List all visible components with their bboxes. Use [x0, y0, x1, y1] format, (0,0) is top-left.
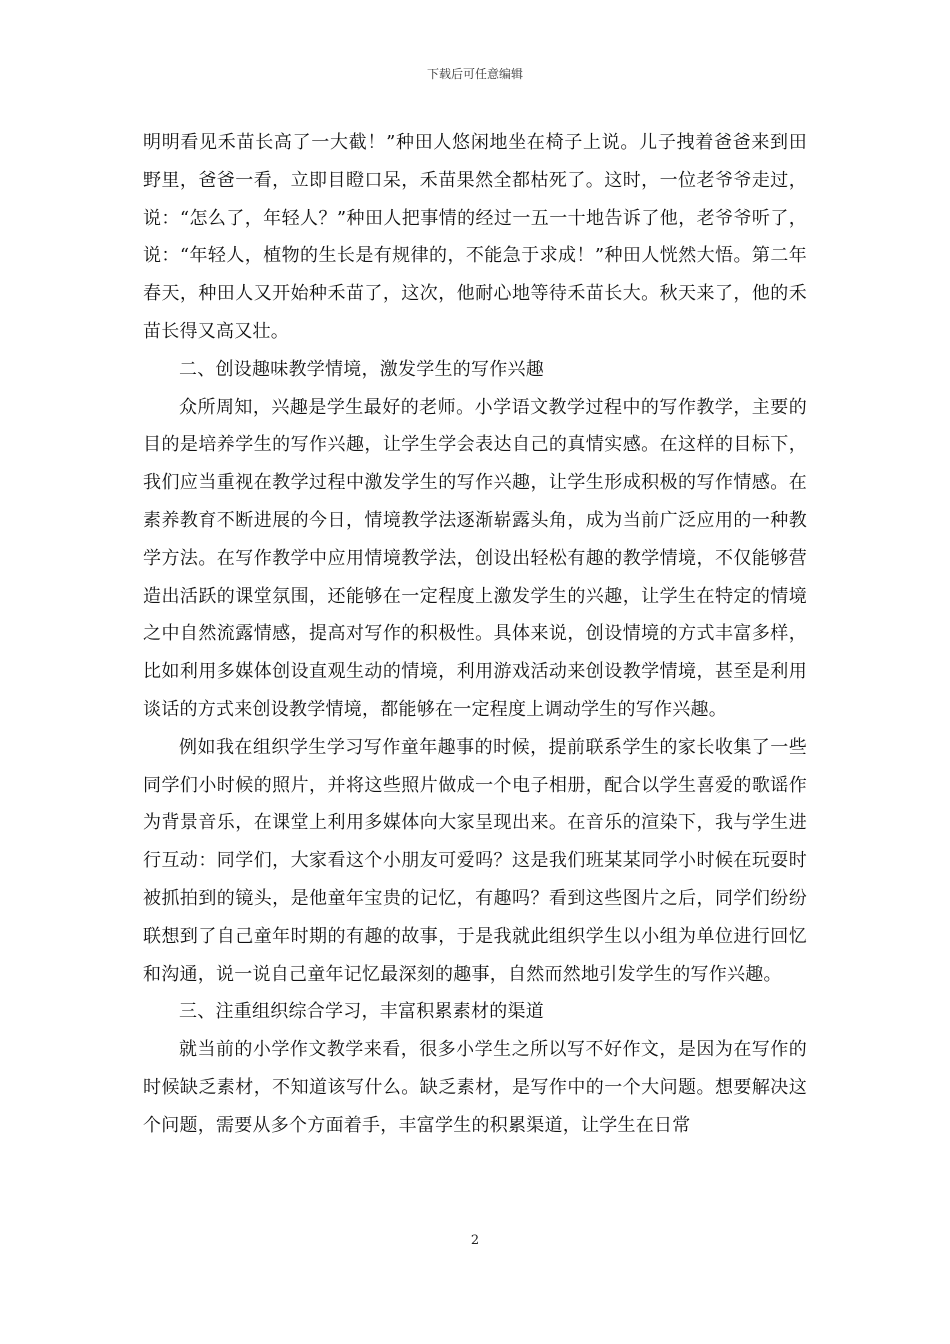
paragraph-materials: 就当前的小学作文教学来看，很多小学生之所以写不好作文，是因为在写作的时候缺乏素材，不知道该写什么。缺乏素材，是写作中的一个大问题。想要解决这个问题，需要从多个方面着手，丰富学生的积累渠道，让学生在日常 [143, 1039, 807, 1136]
paragraph-interest: 众所周知，兴趣是学生最好的老师。小学语文教学过程中的写作教学，主要的目的是培养学生的写作兴趣，让学生学会表达自己的真情实感。在这样的目标下，我们应当重视在教学过程中激发学生的写作兴趣，让学生形成积极的写作情感。在素养教育不断进展的今日，情境教学法逐渐崭露头角，成为当前广泛应用的一种教学方法。在写作教学中应用情境教学法，创设出轻松有趣的教学情境，不仅能够营造出活跃的课堂氛围，还能够在一定程度上激发学生的兴趣，让学生在特定的情境之中自然流露情感，提高对写作的积极性。具体来说，创设情境的方式丰富多样，比如利用多媒体创设直观生动的情境，利用游戏活动来创设教学情境，甚至是利用谈话的方式来创设教学情境，都能够在一定程度上调动学生的写作兴趣。 [143, 396, 807, 720]
page-number: 2 [470, 1233, 480, 1248]
page-header: 下载后可任意编辑 [426, 67, 523, 81]
section-heading-two: 二、创设趣味教学情境，激发学生的写作兴趣 [179, 358, 544, 380]
section-heading-three: 三、注重组织综合学习，丰富积累素材的渠道 [179, 1001, 544, 1023]
paragraph-example: 例如我在组织学生学习写作童年趣事的时候，提前联系学生的家长收集了一些同学们小时候的照片，并将这些照片做成一个电子相册，配合以学生喜爱的歌谣作为背景音乐，在课堂上利用多媒体向大家呈现出来。在音乐的渲染下，我与学生进行互动：同学们，大家看这个小朋友可爱吗？这是我们班某某同学小时候在玩耍时被抓拍到的镜头，是他童年宝贵的记忆，有趣吗？看到这些图片之后，同学们纷纷联想到了自己童年时期的有趣的故事，于是我就此组织学生以小组为单位进行回忆和沟通，说一说自己童年记忆最深刻的趣事，自然而然地引发学生的写作兴趣。 [143, 736, 807, 985]
paragraph-story-ending: 明明看见禾苗长高了一大截！”种田人悠闲地坐在椅子上说。儿子拽着爸爸来到田野里，爸爸一看，立即目瞪口呆，禾苗果然全都枯死了。这时，一位老爷爷走过，说：“怎么了，年轻人？”种田人把事情的经过一五一十地告诉了他，老爷爷听了，说：“年轻人，植物的生长是有规律的，不能急于求成！”种田人恍然大悟。第二年春天，种田人又开始种禾苗了，这次，他耐心地等待禾苗长大。秋天来了，他的禾苗长得又高又壮。 [143, 132, 807, 342]
document-body [143, 124, 807, 1145]
